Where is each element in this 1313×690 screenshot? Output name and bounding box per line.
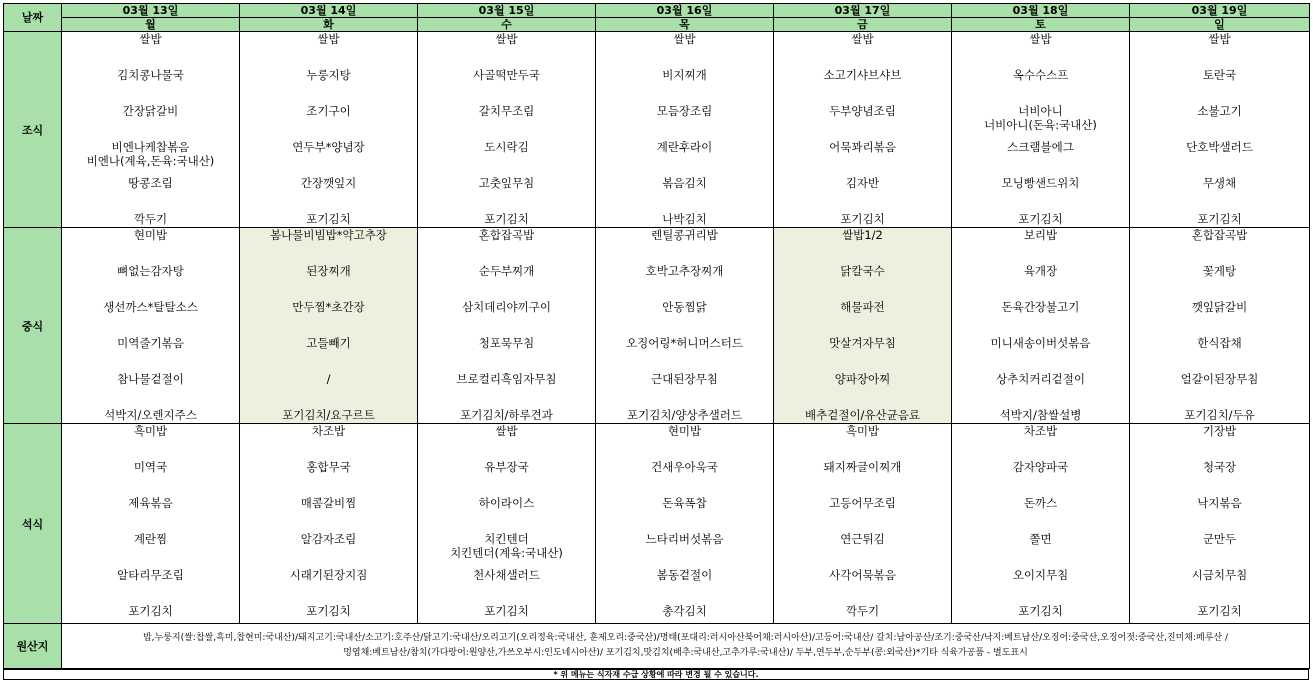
day-date-4: 03월 16일 bbox=[596, 4, 774, 18]
menu-item: 흑미밥 bbox=[845, 424, 880, 438]
menu-item: 연근튀김 bbox=[840, 532, 885, 546]
lunch-cell-day-1 bbox=[62, 228, 240, 424]
menu-item: 꽃게탕 bbox=[1202, 264, 1237, 278]
menu-item: 돈까스 bbox=[1023, 496, 1058, 510]
day-date-1: 03월 13일 bbox=[62, 4, 240, 18]
day-of-week-2: 화 bbox=[240, 18, 418, 32]
menu-item: 소불고기 bbox=[1197, 104, 1242, 118]
day-of-week-1: 월 bbox=[62, 18, 240, 32]
menu-item: 도시락김 bbox=[484, 140, 529, 154]
menu-item: 배추겉절이/유산균음료 bbox=[805, 408, 920, 422]
menu-item: 알감자조림 bbox=[300, 532, 357, 546]
menu-item: 포기김치/두유 bbox=[1184, 408, 1255, 422]
menu-item: 치킨텐더(계육:국내산) bbox=[450, 546, 563, 560]
menu-item: 모듬장조림 bbox=[656, 104, 713, 118]
menu-item: 만두찜*초간장 bbox=[292, 300, 365, 314]
menu-item: 시금치무침 bbox=[1191, 568, 1248, 582]
menu-item: 차조밥 bbox=[1023, 424, 1058, 438]
menu-item: 기장밥 bbox=[1202, 424, 1237, 438]
menu-item: 감자양파국 bbox=[1012, 460, 1069, 474]
lunch-cell-day-3 bbox=[418, 228, 596, 424]
menu-item: 너비아니(돈육:국내산) bbox=[984, 118, 1097, 132]
menu-item: 낙지볶음 bbox=[1197, 496, 1242, 510]
origin-line-2: 멍엽채:베트남산/참치(가다랑어:원양산,가쓰오부시:인도네시아산)/ 포기김치,맛김치(배추:국내산,고추가루:국내산)/ 두부,연두부,순두부(콩:외국산)*기타 식육가공품 - 별도표시 bbox=[343, 648, 1028, 658]
menu-item: 브로컬리흑임자무침 bbox=[456, 372, 557, 386]
menu-item: 닭칼국수 bbox=[840, 264, 885, 278]
menu-item: 포기김치/양상추샐러드 bbox=[627, 408, 742, 422]
menu-item: 석박지/오렌지주스 bbox=[104, 408, 197, 422]
menu-item: 조기구이 bbox=[306, 104, 351, 118]
header-date-row bbox=[4, 4, 1310, 18]
menu-item: 된장찌개 bbox=[306, 264, 351, 278]
menu-item: 얼갈이된장무침 bbox=[1180, 372, 1259, 386]
meal-table-wrapper bbox=[3, 3, 1309, 680]
menu-item: 렌틸콩귀리밥 bbox=[651, 228, 718, 242]
dinner-cell-day-2 bbox=[240, 424, 418, 624]
menu-item: 생선까스*탈탈소스 bbox=[103, 300, 198, 314]
menu-item: 미니새송이버섯볶음 bbox=[990, 336, 1091, 350]
menu-item: 안동찜닭 bbox=[662, 300, 707, 314]
dinner-row bbox=[4, 424, 1310, 624]
menu-item: 참나물겉절이 bbox=[117, 372, 184, 386]
menu-item: 깻잎닭갈비 bbox=[1191, 300, 1248, 314]
menu-item: 쌀밥 bbox=[1208, 32, 1231, 46]
weekly-meal-table bbox=[3, 3, 1310, 669]
menu-item: 쌀밥 bbox=[139, 32, 162, 46]
breakfast-cell-day-5 bbox=[774, 32, 952, 228]
menu-item: 포기김치 bbox=[306, 212, 351, 226]
menu-item: 나박김치 bbox=[662, 212, 707, 226]
menu-item: 고등어무조림 bbox=[829, 496, 896, 510]
menu-item: 쌀밥 bbox=[851, 32, 874, 46]
menu-item: 현미밥 bbox=[133, 228, 168, 242]
menu-item: 유부장국 bbox=[484, 460, 529, 474]
day-of-week-6: 토 bbox=[952, 18, 1130, 32]
menu-item: 간장깻잎지 bbox=[300, 176, 357, 190]
lunch-row bbox=[4, 228, 1310, 424]
menu-item: 쌀밥1/2 bbox=[842, 228, 883, 242]
day-date-5: 03월 17일 bbox=[774, 4, 952, 18]
menu-item: 무생채 bbox=[1202, 176, 1237, 190]
breakfast-cell-day-2 bbox=[240, 32, 418, 228]
day-date-2: 03월 14일 bbox=[240, 4, 418, 18]
menu-item: 양파장아찌 bbox=[834, 372, 891, 386]
breakfast-cell-day-4 bbox=[596, 32, 774, 228]
menu-item: 스크램블에그 bbox=[1007, 140, 1074, 154]
menu-item: 느타리버섯볶음 bbox=[645, 532, 724, 546]
menu-item: 해물파전 bbox=[840, 300, 885, 314]
menu-item: 차조밥 bbox=[311, 424, 346, 438]
menu-item: 한식잡채 bbox=[1197, 336, 1242, 350]
menu-item: 너비아니 bbox=[1018, 104, 1063, 118]
menu-item: 누룽지탕 bbox=[306, 68, 351, 82]
breakfast-cell-day-6 bbox=[952, 32, 1130, 228]
dinner-cell-day-1 bbox=[62, 424, 240, 624]
menu-item: 옥수수스프 bbox=[1012, 68, 1069, 82]
menu-item: 비지찌개 bbox=[662, 68, 707, 82]
menu-item: 고춧잎무침 bbox=[478, 176, 535, 190]
menu-item: 봄동겉절이 bbox=[656, 568, 713, 582]
menu-item: 삼치데리야끼구이 bbox=[462, 300, 551, 314]
menu-item: 뼈없는감자탕 bbox=[117, 264, 184, 278]
menu-item: 계란찜 bbox=[133, 532, 168, 546]
menu-change-note: * 위 메뉴는 식자재 수급 상황에 따라 변경 될 수 있습니다. bbox=[3, 669, 1309, 680]
menu-item: 청포묵무침 bbox=[478, 336, 535, 350]
menu-item: 포기김치/하루견과 bbox=[460, 408, 553, 422]
menu-item: 알타리무조림 bbox=[117, 568, 184, 582]
menu-item: 치킨텐더 bbox=[484, 532, 529, 546]
menu-item: 포기김치 bbox=[1197, 212, 1242, 226]
menu-item: 쌀밥 bbox=[1029, 32, 1052, 46]
day-of-week-3: 수 bbox=[418, 18, 596, 32]
lunch-cell-day-5 bbox=[774, 228, 952, 424]
menu-item: 포기김치 bbox=[840, 212, 885, 226]
menu-item: 두부양념조림 bbox=[829, 104, 896, 118]
menu-item: 돼지짜글이찌개 bbox=[823, 460, 902, 474]
menu-item: 소고기샤브샤브 bbox=[823, 68, 902, 82]
header-dow-row bbox=[4, 18, 1310, 32]
menu-item: 비엔나(계육,돈육:국내산) bbox=[86, 154, 215, 168]
menu-item: 쌀밥 bbox=[673, 32, 696, 46]
menu-item: 토란국 bbox=[1202, 68, 1237, 82]
menu-item: 청국장 bbox=[1202, 460, 1237, 474]
menu-item: 미역국 bbox=[133, 460, 168, 474]
menu-item: 맛살겨자무침 bbox=[829, 336, 896, 350]
menu-item: 갈치무조림 bbox=[478, 104, 535, 118]
lunch-cell-day-4 bbox=[596, 228, 774, 424]
day-of-week-5: 금 bbox=[774, 18, 952, 32]
dinner-cell-day-6 bbox=[952, 424, 1130, 624]
origin-line-1: 밥,누룽지(쌀:찹쌀,흑미,찹현미:국내산)/돼지고기:국내산/소고기:호주산/닭고기:국내산/오리고기(오리정육:국내산, 훈제오리:중국산)/명태(포대리:러시아산북어채:러시아산)/고등어:국내산/ 갈치:남아공산/조기:중국산/낙지:베트남산/오징어:중국산,오징어젓:중국산,진미채:페루산 / bbox=[142, 633, 1229, 643]
menu-item: 보리밥 bbox=[1023, 228, 1058, 242]
dinner-cell-day-3 bbox=[418, 424, 596, 624]
menu-item: 혼합잡곡밥 bbox=[478, 228, 535, 242]
menu-item: 포기김치/요구르트 bbox=[282, 408, 375, 422]
menu-item: 홍합무국 bbox=[306, 460, 351, 474]
menu-item: 천사채샐러드 bbox=[473, 568, 540, 582]
menu-item: 단호박샐러드 bbox=[1186, 140, 1253, 154]
menu-item: 깍두기 bbox=[133, 212, 168, 226]
menu-item: 포기김치 bbox=[1018, 212, 1063, 226]
menu-item: 포기김치 bbox=[484, 604, 529, 618]
menu-item: 쌀밥 bbox=[495, 424, 518, 438]
menu-item: 사각어묵볶음 bbox=[829, 568, 896, 582]
origin-row bbox=[4, 624, 1310, 669]
menu-item: 매콤갈비찜 bbox=[300, 496, 357, 510]
lunch-cell-day-7 bbox=[1130, 228, 1310, 424]
dinner-label: 석식 bbox=[4, 424, 62, 624]
origin-info bbox=[62, 624, 1310, 669]
menu-item: 총각김치 bbox=[662, 604, 707, 618]
lunch-cell-day-6 bbox=[952, 228, 1130, 424]
menu-item: 미역줄기볶음 bbox=[117, 336, 184, 350]
day-date-3: 03월 15일 bbox=[418, 4, 596, 18]
menu-item: 깍두기 bbox=[845, 604, 880, 618]
menu-item: 쌀밥 bbox=[495, 32, 518, 46]
menu-item: 돈육폭찹 bbox=[662, 496, 707, 510]
menu-item: 김치콩나물국 bbox=[117, 68, 184, 82]
day-date-7: 03월 19일 bbox=[1130, 4, 1310, 18]
lunch-label: 중식 bbox=[4, 228, 62, 424]
menu-item: 군만두 bbox=[1202, 532, 1237, 546]
day-date-6: 03월 18일 bbox=[952, 4, 1130, 18]
dinner-cell-day-7 bbox=[1130, 424, 1310, 624]
menu-item: 쌀밥 bbox=[317, 32, 340, 46]
menu-item: 현미밥 bbox=[667, 424, 702, 438]
date-label: 날짜 bbox=[4, 4, 62, 32]
menu-item: 김자반 bbox=[845, 176, 880, 190]
menu-item: 계란후라이 bbox=[656, 140, 713, 154]
menu-item: 포기김치 bbox=[306, 604, 351, 618]
menu-item: 포기김치 bbox=[484, 212, 529, 226]
menu-item: 하이라이스 bbox=[478, 496, 535, 510]
menu-item: / bbox=[326, 372, 331, 386]
menu-item: 제육볶음 bbox=[128, 496, 173, 510]
lunch-cell-day-2 bbox=[240, 228, 418, 424]
menu-item: 흑미밥 bbox=[133, 424, 168, 438]
breakfast-label: 조식 bbox=[4, 32, 62, 228]
menu-item: 건새우아욱국 bbox=[651, 460, 718, 474]
menu-item: 포기김치 bbox=[1018, 604, 1063, 618]
menu-item: 볶음김치 bbox=[662, 176, 707, 190]
dinner-cell-day-4 bbox=[596, 424, 774, 624]
menu-item: 상추치커리겉절이 bbox=[996, 372, 1085, 386]
breakfast-cell-day-1 bbox=[62, 32, 240, 228]
breakfast-cell-day-7 bbox=[1130, 32, 1310, 228]
menu-item: 오징어링*허니머스터드 bbox=[626, 336, 743, 350]
menu-item: 포기김치 bbox=[1197, 604, 1242, 618]
origin-label: 원산지 bbox=[4, 624, 62, 669]
menu-item: 어묵꽈리볶음 bbox=[829, 140, 896, 154]
menu-item: 육개장 bbox=[1023, 264, 1058, 278]
menu-item: 사골떡만두국 bbox=[473, 68, 540, 82]
menu-item: 모닝빵샌드위치 bbox=[1001, 176, 1080, 190]
day-of-week-7: 일 bbox=[1130, 18, 1310, 32]
dinner-cell-day-5 bbox=[774, 424, 952, 624]
menu-item: 석박지/참쌀설병 bbox=[999, 408, 1082, 422]
day-of-week-4: 목 bbox=[596, 18, 774, 32]
menu-item: 시래기된장지짐 bbox=[289, 568, 368, 582]
menu-item: 고들빼기 bbox=[306, 336, 351, 350]
menu-item: 오이지무침 bbox=[1012, 568, 1069, 582]
menu-item: 포기김치 bbox=[128, 604, 173, 618]
menu-item: 혼합잡곡밥 bbox=[1191, 228, 1248, 242]
menu-item: 비엔나케찹볶음 bbox=[111, 140, 190, 154]
menu-item: 순두부찌개 bbox=[478, 264, 535, 278]
menu-item: 간장닭갈비 bbox=[122, 104, 179, 118]
menu-item: 봄나물비빔밥*약고추장 bbox=[270, 228, 387, 242]
menu-item: 돈육간장불고기 bbox=[1001, 300, 1080, 314]
menu-item: 호박고추장찌개 bbox=[645, 264, 724, 278]
menu-item: 땅콩조림 bbox=[128, 176, 173, 190]
menu-item: 근대된장무침 bbox=[651, 372, 718, 386]
menu-item: 연두부*양념장 bbox=[292, 140, 365, 154]
menu-item: 쫄면 bbox=[1029, 532, 1052, 546]
breakfast-row bbox=[4, 32, 1310, 228]
breakfast-cell-day-3 bbox=[418, 32, 596, 228]
